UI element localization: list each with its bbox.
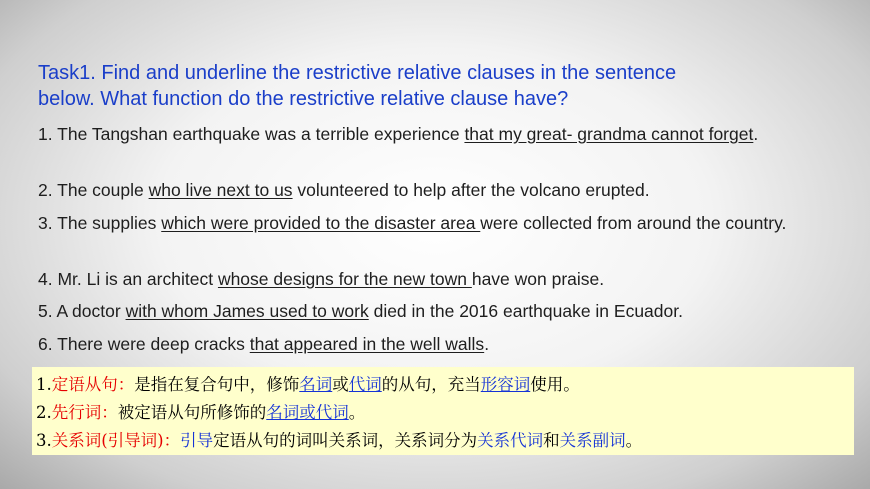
sentence-text: have won praise. xyxy=(471,269,605,289)
note-highlight: 关系副词 xyxy=(559,431,626,450)
sentence-text: 3. The supplies xyxy=(38,213,162,233)
sentence-5 xyxy=(38,300,838,323)
sentence-6 xyxy=(38,333,838,356)
sentence-text: 1. The Tangshan earthquake was a terrible experience xyxy=(38,124,465,144)
note-text: 。 xyxy=(348,403,366,422)
note-text: 或 xyxy=(332,375,349,394)
sentence-3 xyxy=(38,212,838,235)
relative-clause: that my great- grandma cannot forget xyxy=(464,124,754,144)
note-text: 使用。 xyxy=(530,375,580,394)
sentence-1 xyxy=(38,123,838,146)
note-text: 。 xyxy=(625,431,643,450)
sentence-text: 5. A doctor xyxy=(38,301,126,321)
sentence-text: . xyxy=(753,124,759,144)
note-number: 3. xyxy=(36,431,52,450)
sentence-text: 2. The couple xyxy=(38,180,149,200)
note-link-pronoun[interactable]: 代词 xyxy=(348,375,382,394)
relative-clause: with whom James used to work xyxy=(125,301,369,321)
task-line-2: below. What function do the restrictive relative clause have? xyxy=(38,88,569,110)
note-link-noun-or-pronoun[interactable]: 名词或代词 xyxy=(266,403,349,422)
note-link-adjective[interactable]: 形容词 xyxy=(480,375,531,394)
note-text: 的从句，充当 xyxy=(381,375,481,394)
note-number: 2. xyxy=(36,403,52,422)
sentence-text: 6. There were deep cracks xyxy=(38,334,250,354)
sentence-2 xyxy=(38,179,838,202)
notes-box xyxy=(32,367,854,455)
note-term: 定语从句： xyxy=(51,375,135,394)
sentence-text: . xyxy=(484,334,490,354)
note-term: 关系词(引导词)： xyxy=(51,431,181,450)
sentence-text: 4. Mr. Li is an architect xyxy=(38,269,218,289)
note-text: 定语从句的词叫关系词，关系词分为 xyxy=(213,431,478,450)
note-1 xyxy=(36,371,854,399)
note-text: 被定语从句所修饰的 xyxy=(117,403,267,422)
task-instruction xyxy=(38,60,838,112)
note-2 xyxy=(36,399,854,427)
note-term: 先行词： xyxy=(51,403,118,422)
sentence-text: died in the 2016 earthquake in Ecuador. xyxy=(368,301,683,321)
sentence-text: volunteered to help after the volcano erupted. xyxy=(292,180,650,200)
note-link-noun[interactable]: 名词 xyxy=(299,375,333,394)
relative-clause: whose designs for the new town xyxy=(217,269,472,289)
note-number: 1. xyxy=(36,375,52,394)
note-text: 是指在复合句中，修饰 xyxy=(134,375,300,394)
note-highlight: 引导 xyxy=(180,431,214,450)
note-highlight: 关系代词 xyxy=(477,431,544,450)
relative-clause: that appeared in the well walls xyxy=(249,334,485,354)
note-3 xyxy=(36,427,854,455)
note-text: 和 xyxy=(543,431,560,450)
sentence-text: were collected from around the country. xyxy=(480,213,787,233)
sentence-4 xyxy=(38,268,838,291)
relative-clause: which were provided to the disaster area xyxy=(161,213,481,233)
task-line-1: Task1. Find and underline the restrictive relative clauses in the sentence xyxy=(38,62,677,84)
relative-clause: who live next to us xyxy=(148,180,293,200)
